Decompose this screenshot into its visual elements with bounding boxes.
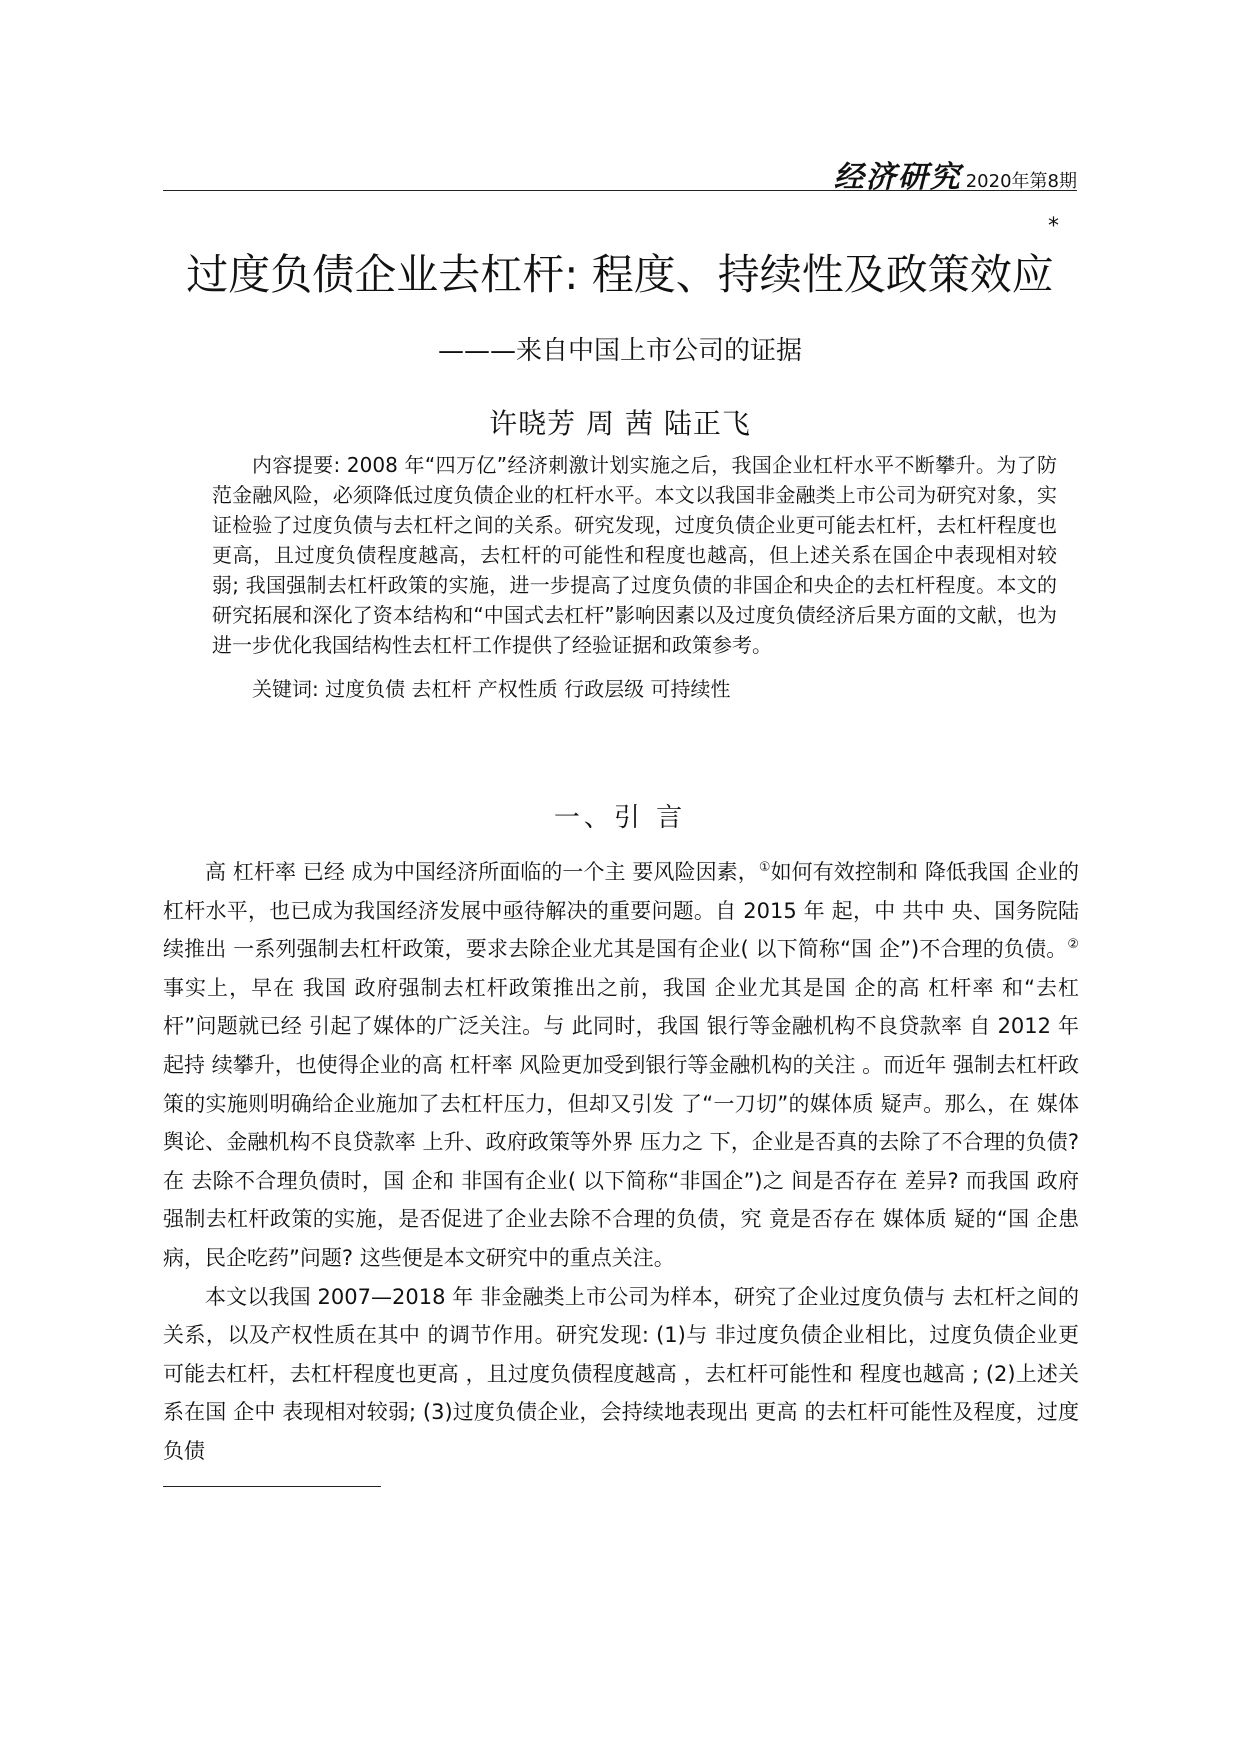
paragraph-1 [163, 853, 1079, 1278]
paragraph-2: 本文以我国 2007—2018 年 非金融类上市公司为样本，研究了企业过度负债与 去杠杆之间的关系，以及产权性质在其中 的调节作用。研究发现: (1)与 非过度负债企业相比，过度负债企业更可能去杠杆，去杠杆程度也更高 ，且过度负债程度越高 ，去杠杆可能性和 程度也越高 ; (2)上述关系在国 企中 表现相对较弱; (3)过度负债企业，会持续地表现出 更高 的去杠杆可能性及程度，过度负债 [163, 1284, 1079, 1463]
body-text [163, 853, 1079, 1471]
footnote-divider [163, 1486, 381, 1487]
abstract-block [212, 450, 1057, 704]
paper-authors: 许晓芳 周 茜 陆正飞 [489, 407, 751, 440]
abstract-text: 内容提要: 2008 年“四万亿”经济刺激计划实施之后，我国企业杠杆水平不断攀升。为了防范金融风险，必须降低过度负债企业的杠杆水平。本文以我国非金融类上市公司为研究对象，实证检验了过度负债与去杠杆之间的关系。研究发现，过度负债企业更可能去杠杆，去杠杆程度也更高，且过度负债程度越高，去杠杆的可能性和程度也越高，但上述关系在国企中表现相对较弱; 我国强制去杠杆政策的实施，进一步提高了过度负债的非国企和央企的去杠杆程度。本文的研究拓展和深化了资本结构和“中国式去杠杆”影响因素以及过度负债经济后果方面的文献，也为进一步优化我国结构性去杠杆工作提供了经验证据和政策参考。 [212, 453, 1057, 657]
footnote-ref-2: ② [1067, 937, 1079, 953]
paragraph-1-part-1: 高 杠杆率 已经 成为中国经济所面临的一个主 要风险因素， [205, 860, 759, 884]
journal-name-logo: 经济研究 [833, 160, 962, 195]
journal-masthead [834, 152, 1077, 196]
paper-title: 过度负债企业去杠杆: 程度、持续性及政策效应 [186, 250, 1054, 299]
keywords: 关键词: 过度负债 去杠杆 产权性质 行政层级 可持续性 [252, 677, 731, 701]
paragraph-1-part-2: 如何有效控制和 降低我国 企业的杠杆水平，也已成为我国经济发展中亟待解决的重要问题。自 2015 年 起，中 共中 央、国务院陆续推出 一系列强制去杠杆政策，要求去除企业尤其是国有企业( 以下简称“国 企”)不合理的负债。 [163, 860, 1080, 962]
paragraph-1-part-3: 事实上，早在 我国 政府强制去杠杆政策推出之前，我国 企业尤其是国 企的高 杠杆率 和“去杠杆”问题就已经 引起了媒体的广泛关注。与 此同时，我国 银行等金融机构不良贷款率 自 2012 年 起持 续攀升，也使得企业的高 杠杆率 风险更加受到银行等金融机构的关注 。而近年 强制去杠杆政策的实施则明确给企业施加了去杠杆压力，但却又引发 了“一刀切”的媒体质 疑声。那么，在 媒体舆论、金融机构不良贷款率 上升、政府政策等外界 压力之 下，企业是否真的去除了不合理的负债? 在 去除不合理负债时，国 企和 非国有企业( 以下简称“非国企”)之 间是否存在 差异? 而我国 政府强制去杠杆政策的实施，是否促进了企业去除不合理的负债，究 竟是否存在 媒体质 疑的“国 企患病，民企吃药”问题? 这些便是本文研究中的重点关注。 [163, 975, 1079, 1270]
section-heading: 一、引 言 [553, 803, 687, 833]
footnote-ref-1: ① [758, 860, 771, 875]
paper-subtitle: ———来自中国上市公司的证据 [437, 336, 802, 366]
journal-issue: 2020年第8期 [965, 171, 1077, 192]
journal-header [163, 150, 1077, 195]
title-footnote-marker: * [1048, 214, 1059, 239]
